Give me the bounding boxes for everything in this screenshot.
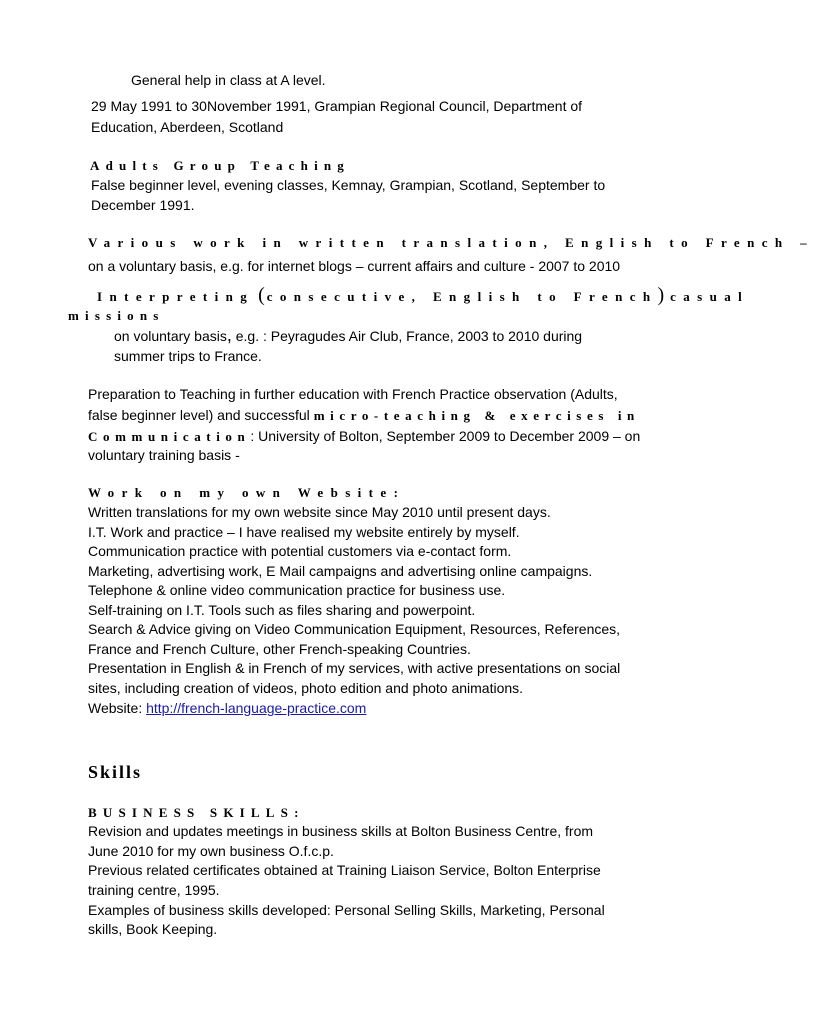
text-part: e.g. : Peyragudes Air Club, France, 2003 to 2010 during xyxy=(231,328,583,344)
text-line: 29 May 1991 to 30November 1991, Grampian Regional Council, Department of xyxy=(91,98,583,114)
section-heading-adults-group-teaching: Adults Group Teaching xyxy=(90,158,351,173)
heading-part: ) xyxy=(657,284,667,306)
text-line: on a voluntary basis, e.g. for internet blogs – current affairs and culture - 2007 to 2010 xyxy=(88,258,621,274)
text-line: Previous related certificates obtained at Training Liaison Service, Bolton Enterprise xyxy=(88,862,601,878)
text-line xyxy=(114,325,582,346)
text-part: , xyxy=(226,325,232,345)
text-line: Marketing, advertising work, E Mail campaigns and advertising online campaigns. xyxy=(88,563,593,579)
text-line: Revision and updates meetings in business skills at Bolton Business Centre, from xyxy=(88,823,594,839)
text-line: sites, including creation of videos, photo edition and photo animations. xyxy=(88,680,524,696)
text-line xyxy=(88,405,640,426)
text-line xyxy=(88,426,640,447)
text-line: False beginner level, evening classes, Kemnay, Grampian, Scotland, September to xyxy=(91,177,606,193)
text-line: June 2010 for my own business O.f.c.p. xyxy=(88,843,334,859)
text-line: General help in class at A level. xyxy=(131,72,326,88)
text-line: Communication practice with potential customers via e-contact form. xyxy=(88,543,512,559)
text-line: Examples of business skills developed: Personal Selling Skills, Marketing, Personal xyxy=(88,902,605,918)
text-part: on voluntary basis xyxy=(114,328,227,344)
text-part: false beginner level) and successful xyxy=(88,407,314,423)
text-line: summer trips to France. xyxy=(114,348,262,364)
text-line: Written translations for my own website since May 2010 until present days. xyxy=(88,504,551,520)
text-line: voluntary training basis - xyxy=(88,447,240,463)
text-line: Presentation in English & in French of my services, with active presentations on social xyxy=(88,660,621,676)
website-link[interactable]: http://french-language-practice.com xyxy=(146,700,367,716)
text-part: : University of Bolton, September 2009 to December 2009 – on xyxy=(250,428,641,444)
section-heading-written-translation: Various work in written translation, English to French – xyxy=(88,235,814,250)
text-line: France and French Culture, other French-speaking Countries. xyxy=(88,641,471,657)
text-line: Self-training on I.T. Tools such as files sharing and powerpoint. xyxy=(88,602,476,618)
text-part: Website: xyxy=(88,700,147,716)
text-emphasis: micro-teaching & exercises in xyxy=(313,408,640,423)
text-line xyxy=(88,698,366,718)
text-line: Search & Advice giving on Video Communication Equipment, Resources, References, xyxy=(88,621,621,637)
section-heading-business-skills: BUSINESS SKILLS: xyxy=(88,805,305,820)
text-line: I.T. Work and practice – I have realised my website entirely by myself. xyxy=(88,524,520,540)
section-heading-missions: missions xyxy=(68,308,165,323)
text-line: Preparation to Teaching in further education with French Practice observation (Adults, xyxy=(88,386,618,402)
text-line: skills, Book Keeping. xyxy=(88,921,218,937)
heading-part: ( xyxy=(258,284,267,306)
section-title-skills: Skills xyxy=(88,762,143,782)
text-line: December 1991. xyxy=(91,197,195,213)
section-heading-interpreting xyxy=(97,285,749,307)
text-line: Telephone & online video communication practice for business use. xyxy=(88,582,506,598)
heading-part: consecutive, English to French xyxy=(266,289,658,304)
section-heading-own-website: Work on my own Website: xyxy=(88,485,406,500)
text-line: Education, Aberdeen, Scotland xyxy=(91,119,284,135)
heading-part: Interpreting xyxy=(97,289,255,304)
text-line: training centre, 1995. xyxy=(88,882,220,898)
heading-part: casual xyxy=(670,289,750,304)
text-emphasis: Communication xyxy=(88,429,251,444)
